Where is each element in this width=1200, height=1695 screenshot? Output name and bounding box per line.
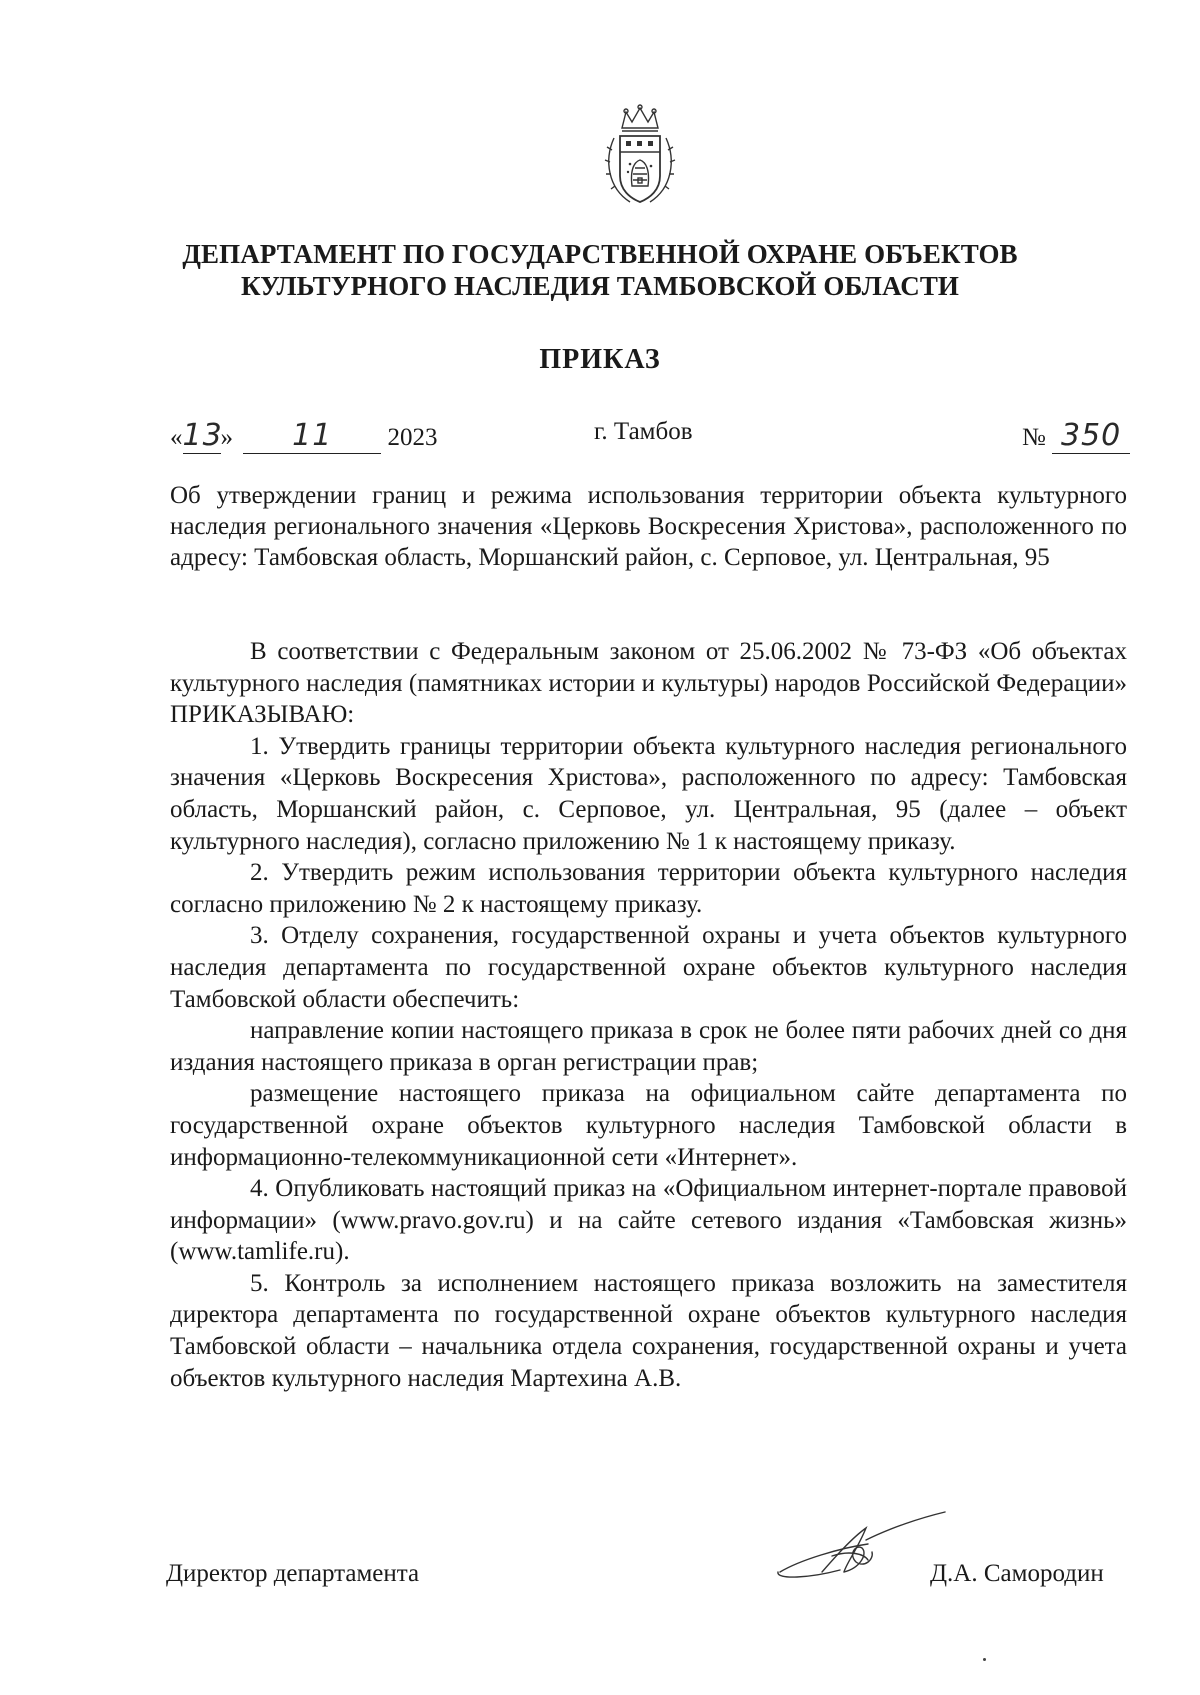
preamble-paragraph: В соответствии с Федеральным законом от 25.06.2002 № 73-ФЗ «Об объектах культурного наследия (памятниках истории и культуры) народов Российской Федерации» ПРИКАЗЫВАЮ: (170, 638, 1127, 729)
order-date: «13» 11 2023 (170, 418, 438, 453)
order-month: 11 (243, 418, 381, 454)
department-title-line1: ДЕПАРТАМЕНТ ПО ГОСУДАРСТВЕННОЙ ОХРАНЕ ОБЪЕКТОВ (182, 239, 1018, 269)
order-city: г. Тамбов (594, 418, 693, 445)
order-day: 13 (182, 418, 223, 453)
item-1-paragraph: 1. Утвердить границы территории объекта культурного наследия регионального значения «Церковь Воскресения Христова», расположенного по адресу: Тамбовская область, Моршанский район, с. Серповое, ул. Центральная, 95 (далее – объект культурного наследия), согласно приложению № 1 к настоящему приказу. (170, 732, 1127, 855)
order-year: 2023 (387, 424, 438, 451)
item-5-paragraph: 5. Контроль за исполнением настоящего приказа возложить на заместителя директора департамента по государственной охране объектов культурного наследия Тамбовской области – начальника отдела сохранения, государственной охраны и учета объектов культурного наследия Мартехина А.В. (170, 1269, 1127, 1392)
signatory-name: Д.А. Самородин (930, 1560, 1104, 1587)
order-subject: Об утверждении границ и режима использования территории объекта культурного наследия регионального значения «Церковь Воскресения Христова», расположенного по адресу: Тамбовская область, Моршанский район, с. Серповое, ул. Центральная, 95 (170, 482, 1127, 571)
order-number: № 350 (1022, 418, 1130, 454)
scan-speck (983, 1658, 986, 1661)
department-title (150, 238, 1050, 302)
item-3b-paragraph: размещение настоящего приказа на официальном сайте департамента по государственной охране объектов культурного наследия Тамбовской области в информационно-телекоммуникационной сети «Интернет». (170, 1080, 1127, 1171)
order-body (170, 636, 1127, 1394)
item-3-paragraph: 3. Отделу сохранения, государственной охраны и учета объектов культурного наследия департамента по государственной охране объектов культурного наследия Тамбовской области обеспечить: (170, 922, 1127, 1013)
item-4-paragraph: 4. Опубликовать настоящий приказ на «Официальном интернет-портале правовой информации» (www.pravo.gov.ru) и на сайте сетевого издания «Тамбовская жизнь» (www.tamlife.ru). (170, 1175, 1127, 1266)
order-number-value: 350 (1052, 418, 1130, 454)
department-title-line2: КУЛЬТУРНОГО НАСЛЕДИЯ ТАМБОВСКОЙ ОБЛАСТИ (240, 271, 960, 301)
document-type-heading: ПРИКАЗ (539, 344, 661, 375)
item-3a-paragraph: направление копии настоящего приказа в срок не более пяти рабочих дней со дня издания настоящего приказа в орган регистрации прав; (170, 1017, 1127, 1076)
signatory-position: Директор департамента (166, 1560, 420, 1587)
item-2-paragraph: 2. Утвердить режим использования территории объекта культурного наследия согласно приложению № 2 к настоящему приказу. (170, 859, 1127, 918)
tambov-coat-of-arms-icon (600, 104, 680, 206)
